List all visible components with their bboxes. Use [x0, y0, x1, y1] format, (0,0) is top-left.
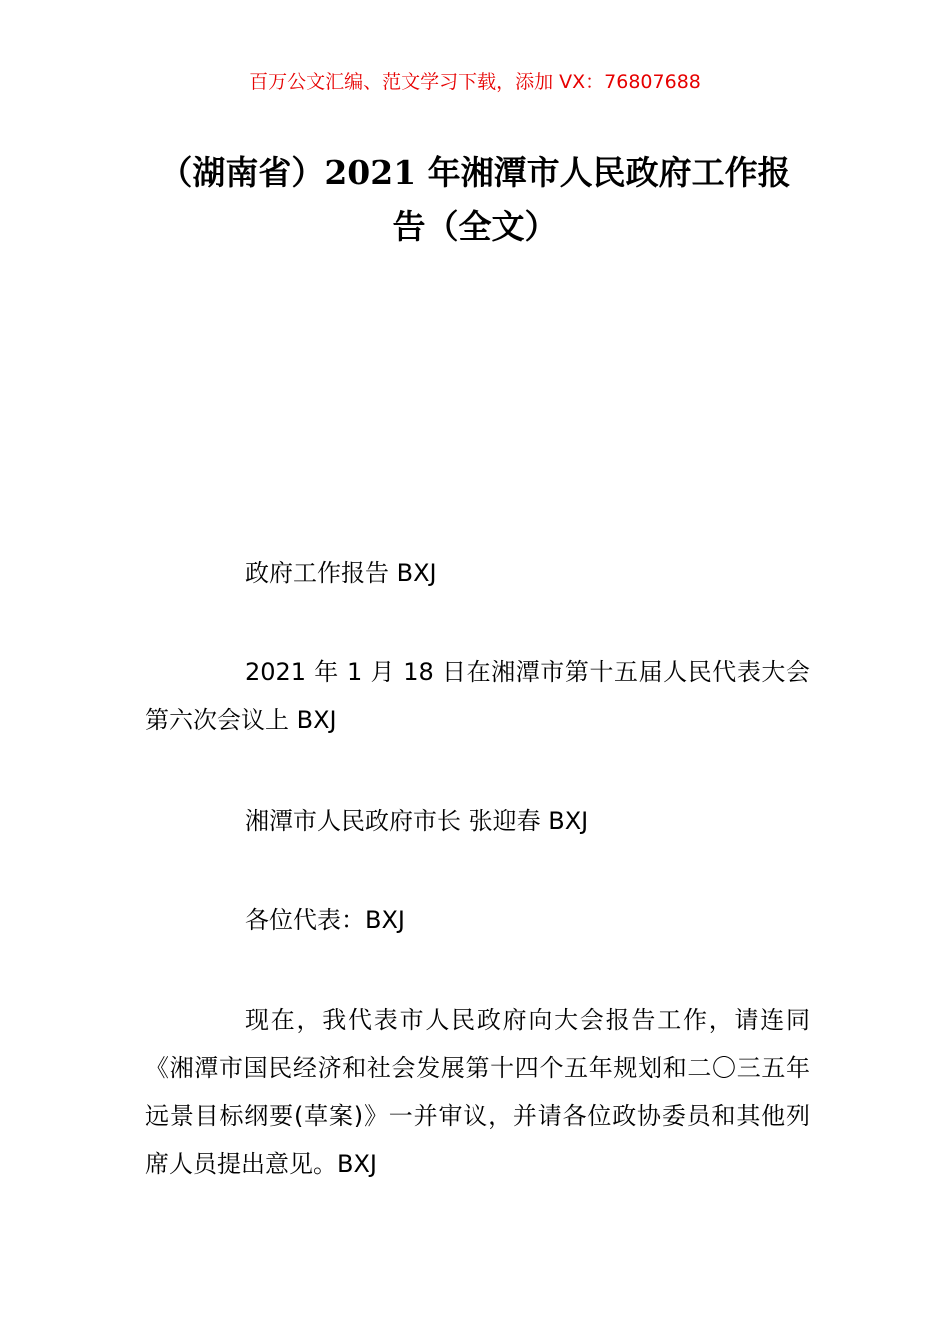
- paragraph-report-heading: 政府工作报告 BXJ: [245, 559, 437, 587]
- paragraph-meeting-date: 2021 年 1 月 18 日在湘潭市第十五届人民代表大会第六次会议上 BXJ: [145, 658, 810, 734]
- paragraph-speaker: 湘潭市人民政府市长 张迎春 BXJ: [245, 807, 589, 835]
- header-banner: 百万公文汇编、范文学习下载，添加 VX：76807688: [249, 71, 701, 93]
- document-title-line-2: 告（全文）: [392, 207, 558, 246]
- document-title: [110, 146, 840, 254]
- document-title-line-1: （湖南省）2021 年湘潭市人民政府工作报: [159, 153, 791, 192]
- paragraph-salutation: 各位代表：BXJ: [245, 906, 405, 934]
- paragraph-opening: 现在，我代表市人民政府向大会报告工作，请连同《湘潭市国民经济和社会发展第十四个五年规划和二〇三五年远景目标纲要(草案)》一并审议，并请各位政协委员和其他列席人员提出意见。BXJ: [145, 1006, 810, 1178]
